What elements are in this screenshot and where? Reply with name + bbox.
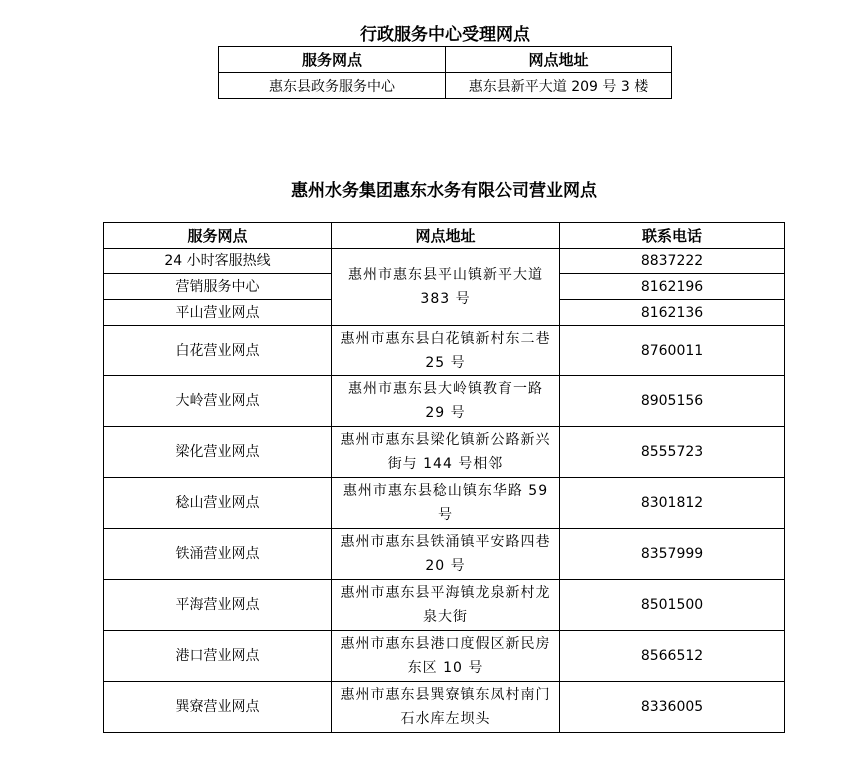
phone-cell: 8501500 — [560, 580, 785, 631]
section1-title: 行政服务中心受理网点 — [360, 25, 530, 45]
table-row — [219, 73, 672, 99]
header-phone: 联系电话 — [560, 223, 785, 249]
service-point-cell: 巽寮营业网点 — [104, 682, 332, 733]
address-cell: 惠州市惠东县大岭镇教育一路 29 号 — [332, 376, 560, 427]
address-cell: 惠州市惠东县稔山镇东华路 59 号 — [332, 478, 560, 529]
service-point-cell: 24 小时客服热线 — [104, 249, 332, 274]
phone-cell: 8357999 — [560, 529, 785, 580]
address-cell: 惠州市惠东县巽寮镇东凤村南门石水库左坝头 — [332, 682, 560, 733]
header-service-point: 服务网点 — [104, 223, 332, 249]
phone-cell: 8760011 — [560, 326, 785, 376]
table-row — [104, 326, 785, 376]
phone-cell: 8301812 — [560, 478, 785, 529]
service-point-cell: 梁化营业网点 — [104, 427, 332, 478]
phone-cell: 8555723 — [560, 427, 785, 478]
phone-cell: 8162196 — [560, 274, 785, 300]
phone-cell: 8905156 — [560, 376, 785, 427]
service-point-cell: 港口营业网点 — [104, 631, 332, 682]
phone-cell: 8566512 — [560, 631, 785, 682]
section2-title: 惠州水务集团惠东水务有限公司营业网点 — [291, 181, 597, 201]
service-point-cell: 铁涌营业网点 — [104, 529, 332, 580]
admin-service-table — [218, 46, 672, 99]
phone-cell: 8162136 — [560, 300, 785, 326]
address-cell: 惠州市惠东县平山镇新平大道 383 号 — [332, 249, 560, 326]
address-cell: 惠州市惠东县平海镇龙泉新村龙泉大街 — [332, 580, 560, 631]
address-cell: 惠州市惠东县白花镇新村东二巷 25 号 — [332, 326, 560, 376]
table-row — [104, 580, 785, 631]
header-address: 网点地址 — [332, 223, 560, 249]
table-row — [104, 682, 785, 733]
table-row — [104, 631, 785, 682]
address-cell: 惠州市惠东县铁涌镇平安路四巷 20 号 — [332, 529, 560, 580]
header-address: 网点地址 — [446, 47, 672, 73]
table-header-row — [104, 223, 785, 249]
header-service-point: 服务网点 — [219, 47, 446, 73]
water-company-table — [103, 222, 785, 733]
phone-cell: 8837222 — [560, 249, 785, 274]
table-header-row — [219, 47, 672, 73]
service-point-cell: 惠东县政务服务中心 — [219, 73, 446, 99]
table-row — [104, 427, 785, 478]
address-cell: 惠州市惠东县港口度假区新民房东区 10 号 — [332, 631, 560, 682]
service-point-cell: 大岭营业网点 — [104, 376, 332, 427]
table-row — [104, 376, 785, 427]
table-row — [104, 249, 785, 274]
service-point-cell: 平山营业网点 — [104, 300, 332, 326]
address-cell: 惠东县新平大道 209 号 3 楼 — [446, 73, 672, 99]
address-cell: 惠州市惠东县梁化镇新公路新兴街与 144 号相邻 — [332, 427, 560, 478]
service-point-cell: 平海营业网点 — [104, 580, 332, 631]
phone-cell: 8336005 — [560, 682, 785, 733]
table-row — [104, 478, 785, 529]
table-row — [104, 529, 785, 580]
service-point-cell: 稔山营业网点 — [104, 478, 332, 529]
service-point-cell: 白花营业网点 — [104, 326, 332, 376]
service-point-cell: 营销服务中心 — [104, 274, 332, 300]
